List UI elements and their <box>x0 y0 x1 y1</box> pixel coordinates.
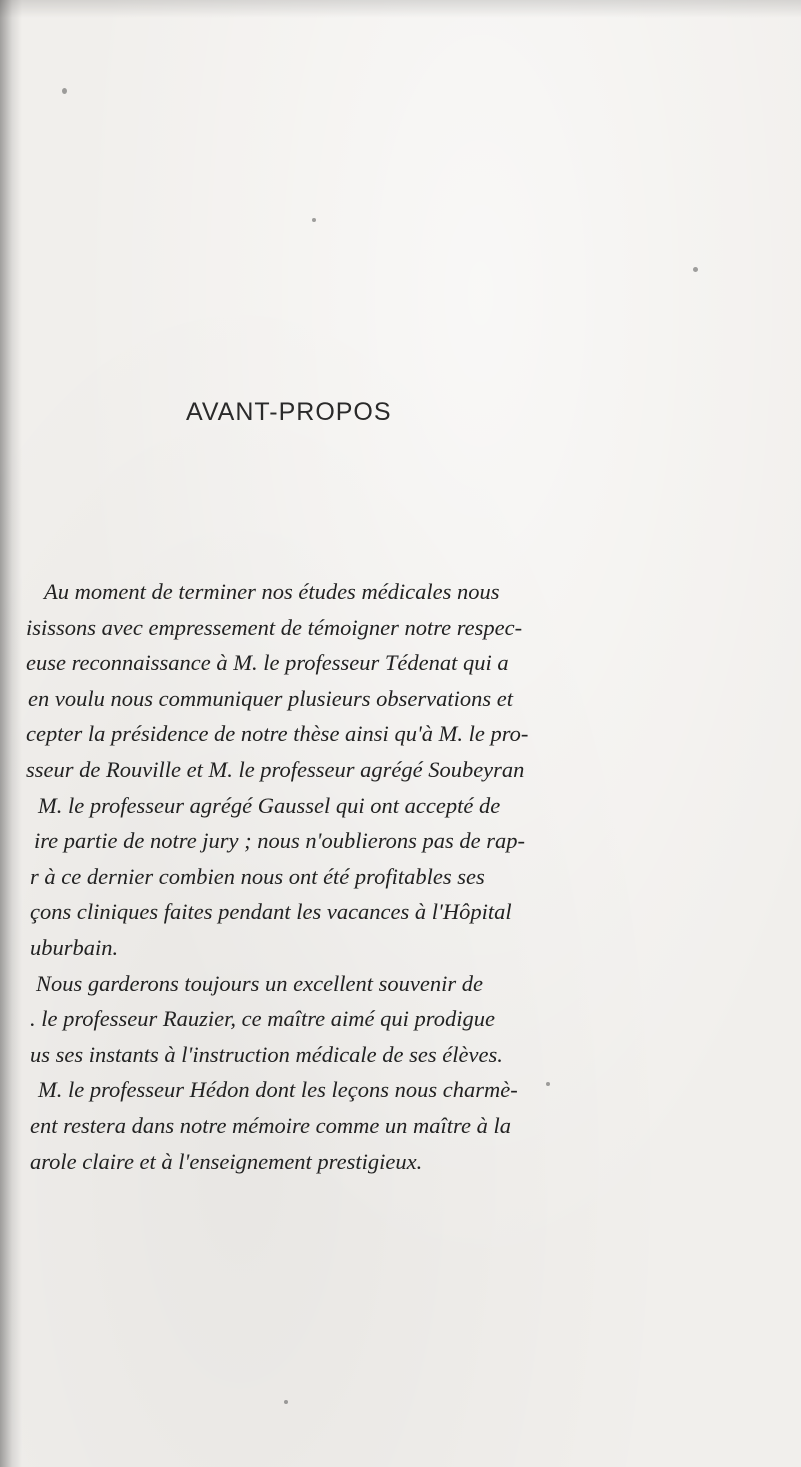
text-line: ire partie de notre jury ; nous n'oublierons pas de rap- <box>34 828 526 854</box>
page-heading: AVANT-PROPOS <box>186 398 392 426</box>
text-line: ent restera dans notre mémoire comme un maître à la <box>30 1112 511 1138</box>
text-line: Nous garderons toujours un excellent souvenir de <box>36 970 484 996</box>
text-line: isissons avec empressement de témoigner notre respec- <box>26 614 523 640</box>
text-line: M. le professeur Hédon dont les leçons nous charmè- <box>38 1077 518 1103</box>
text-line: en voulu nous communiquer plusieurs observations et <box>28 685 513 711</box>
text-line: r à ce dernier combien nous ont été profitables ses <box>30 863 485 889</box>
text-line: euse reconnaissance à M. le professeur Tédenat qui a <box>26 650 509 676</box>
text-line: us ses instants à l'instruction médicale de ses élèves. <box>30 1041 503 1067</box>
ink-speck <box>693 267 698 272</box>
ink-speck <box>284 1400 288 1404</box>
text-line: sseur de Rouville et M. le professeur agrégé Soubeyran <box>26 756 525 782</box>
body-text <box>0 574 801 1179</box>
text-line: cepter la présidence de notre thèse ainsi qu'à M. le pro- <box>26 721 529 747</box>
text-line: M. le professeur agrégé Gaussel qui ont accepté de <box>38 792 501 818</box>
ink-speck <box>62 88 67 94</box>
text-line: çons cliniques faites pendant les vacances à l'Hôpital <box>30 899 512 925</box>
text-line: uburbain. <box>30 934 119 960</box>
text-line: Au moment de terminer nos études médicales nous <box>44 579 500 604</box>
ink-speck <box>312 218 316 222</box>
text-line: . le professeur Rauzier, ce maître aimé qui prodigue <box>30 1006 495 1032</box>
top-edge-shadow <box>0 0 801 18</box>
text-line: arole claire et à l'enseignement prestigieux. <box>30 1148 423 1174</box>
